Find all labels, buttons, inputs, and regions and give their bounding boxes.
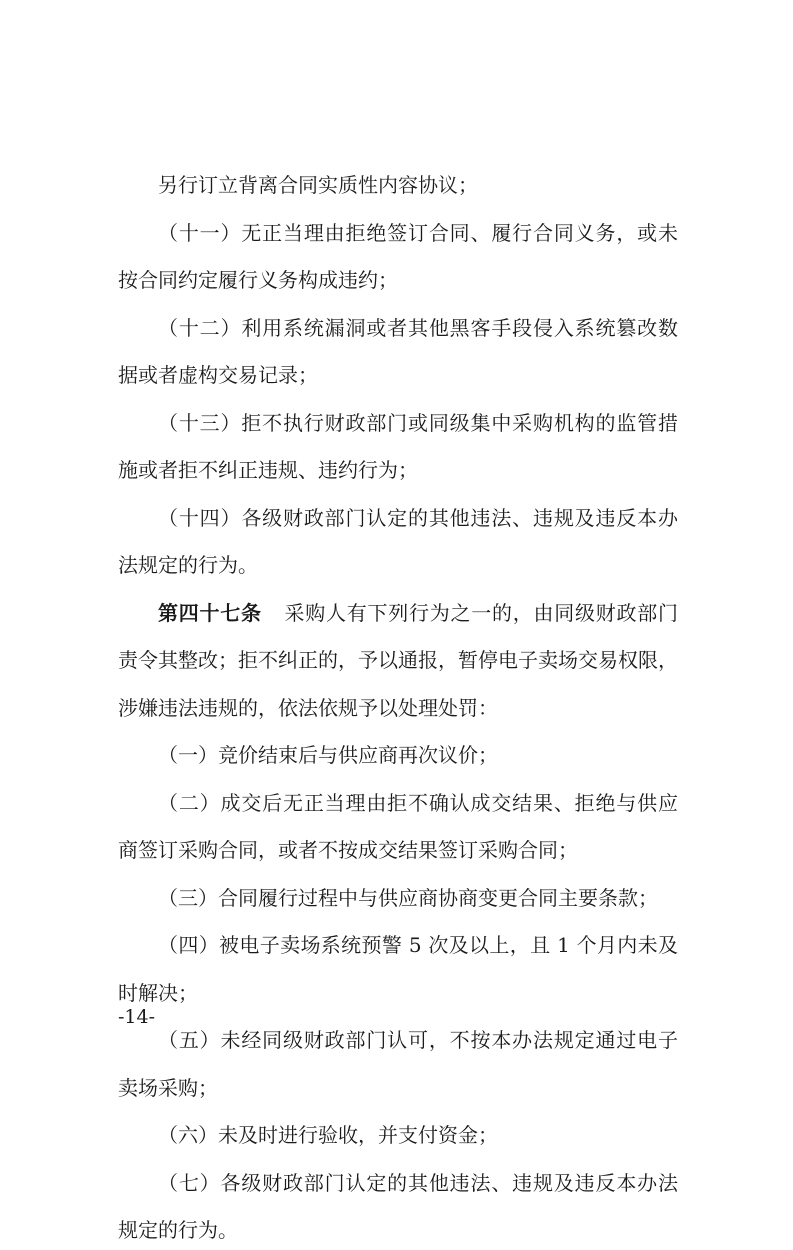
paragraph-9-line-1: （四）被电子卖场系统预警 5 次及以上，且 1 个月内未及 — [158, 933, 678, 957]
paragraph-4-line-1: （十四）各级财政部门认定的其他违法、违规及违反本办 — [158, 505, 678, 530]
paragraph-7-line-2: 商签订采购合同，或者不按成交结果签订采购合同； — [118, 838, 578, 862]
paragraph-12-line-1: （七）各级财政部门认定的其他违法、违规及违反本办法 — [158, 1170, 678, 1195]
paragraph-2-line-1: （十二）利用系统漏洞或者其他黑客手段侵入系统篡改数 — [158, 315, 678, 340]
paragraph-0-line-1: 另行订立背离合同实质性内容协议； — [158, 173, 478, 197]
paragraph-12-line-2: 规定的行为。 — [118, 1218, 238, 1242]
paragraph-7-line-1: （二）成交后无正当理由拒不确认成交结果、拒绝与供应 — [158, 790, 678, 815]
paragraph-5-line-3: 涉嫌违法违规的，依法依规予以处理处罚： — [118, 695, 498, 720]
article-label: 第四十七条 — [158, 600, 262, 625]
paragraph-10-line-1: （五）未经同级财政部门认可，不按本办法规定通过电子 — [158, 1028, 678, 1052]
paragraph-10-line-2: 卖场采购； — [118, 1075, 218, 1100]
article-text: 采购人有下列行为之一的，由同级财政部门 — [283, 600, 678, 625]
paragraph-1-line-2: 按合同约定履行义务构成违约； — [118, 268, 398, 292]
paragraph-1-line-1: （十一）无正当理由拒绝签订合同、履行合同义务，或未 — [158, 220, 678, 245]
paragraph-5-line-1 — [158, 593, 678, 633]
paragraph-5-line-2: 责令其整改；拒不纠正的，予以通报，暂停电子卖场交易权限， — [118, 648, 678, 672]
paragraph-4-line-2: 法规定的行为。 — [118, 553, 258, 577]
paragraph-8-line-1: （三）合同履行过程中与供应商协商变更合同主要条款； — [158, 885, 658, 910]
paragraph-3-line-2: 施或者拒不纠正违规、违约行为； — [118, 458, 418, 482]
paragraph-3-line-1: （十三）拒不执行财政部门或同级集中采购机构的监管措 — [158, 410, 678, 435]
page-number: -14- — [118, 1006, 156, 1028]
paragraph-11-line-1: （六）未及时进行验收，并支付资金； — [158, 1123, 498, 1147]
paragraph-9-line-2: 时解决； — [118, 980, 198, 1005]
paragraph-2-line-2: 据或者虚构交易记录； — [118, 363, 318, 387]
paragraph-6-line-1: （一）竞价结束后与供应商再次议价； — [158, 743, 498, 767]
